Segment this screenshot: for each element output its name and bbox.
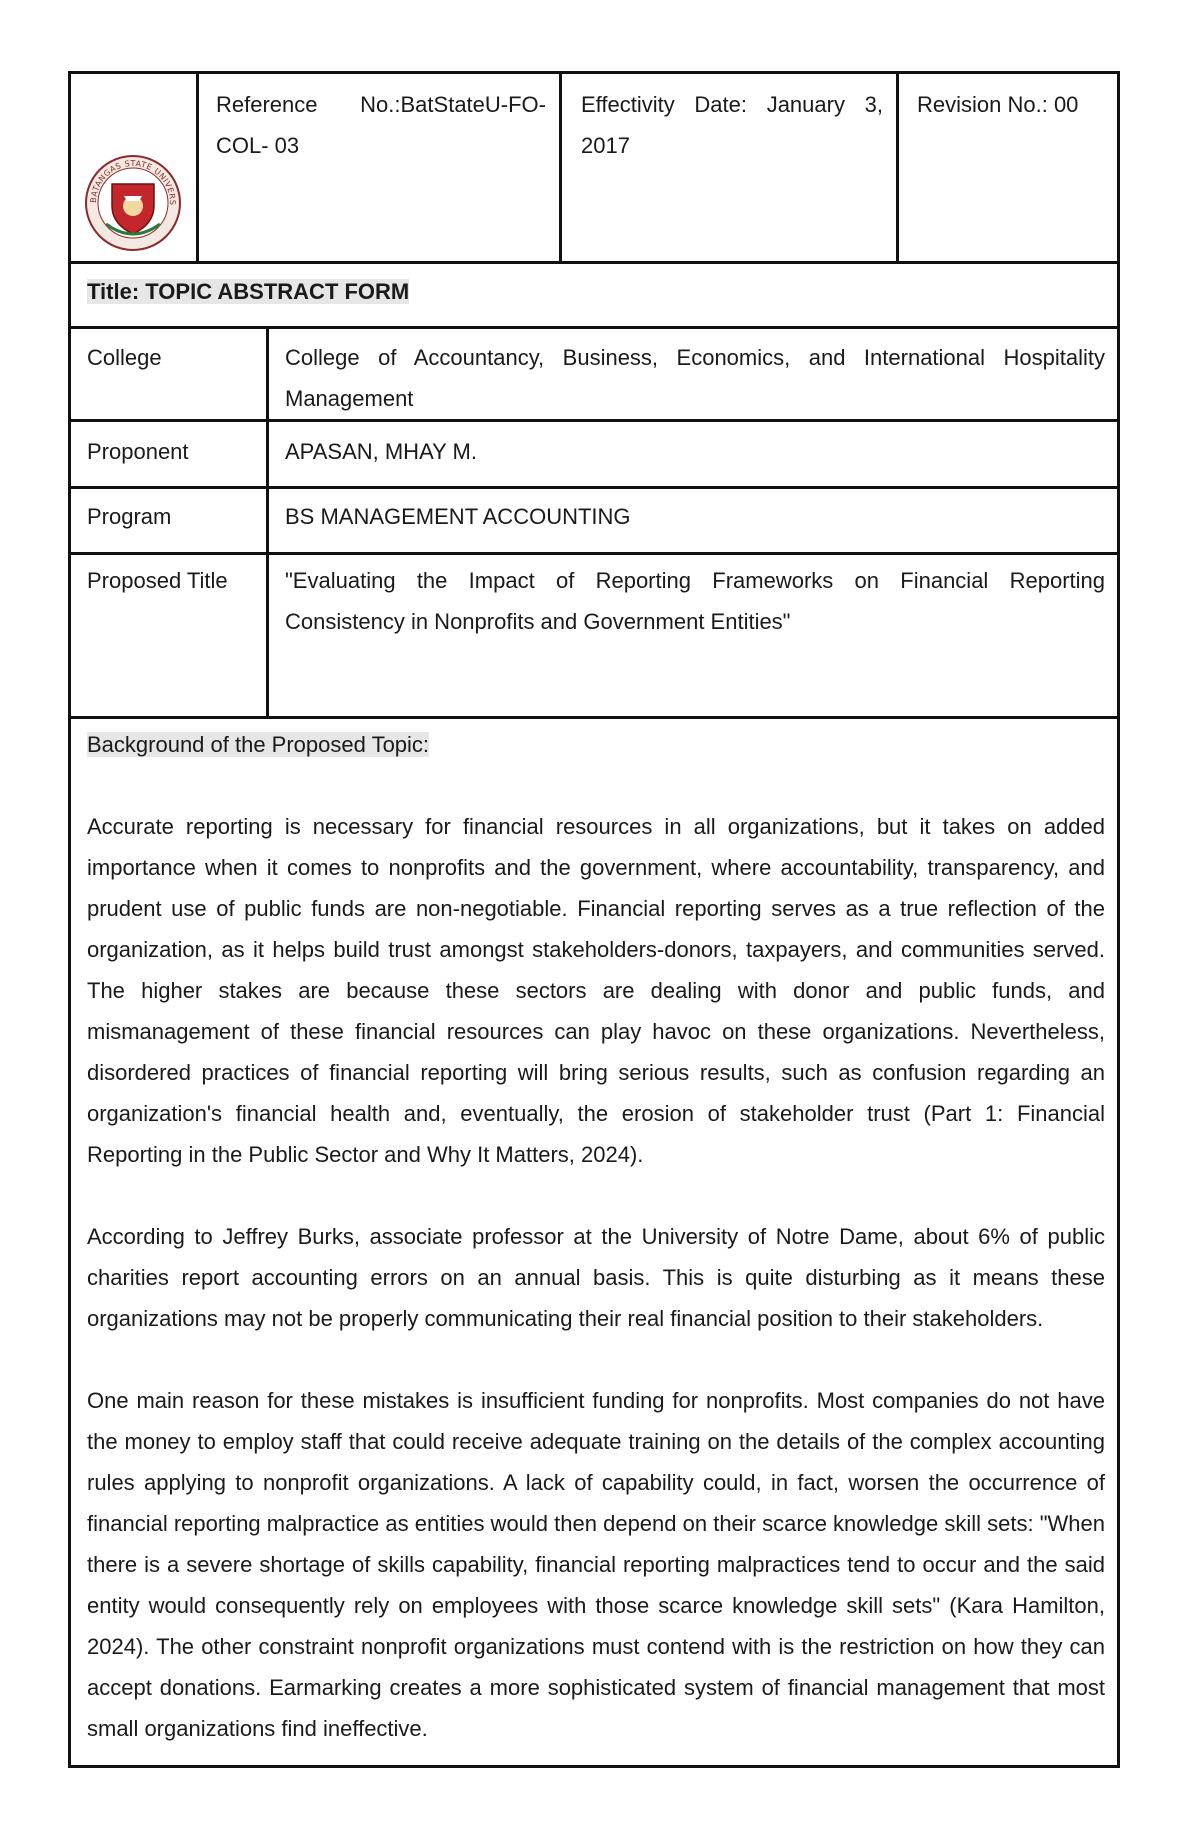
college-label: College (87, 345, 162, 370)
proponent-label: Proponent (87, 439, 189, 464)
form-title: Title: TOPIC ABSTRACT FORM (87, 279, 410, 304)
background-section (87, 724, 1105, 1749)
proposed-title-label: Proposed Title (87, 568, 228, 593)
proponent-value: APASAN, MHAY M. (285, 439, 477, 464)
effectivity-date: Effectivity Date: January 3, 2017 (581, 92, 883, 158)
topic-abstract-form (68, 71, 1120, 1768)
university-seal-logo (84, 154, 182, 252)
background-paragraph: One main reason for these mistakes is insufficient funding for nonprofits. Most companies do not have the money to employ staff that could receive adequate training on the details of the complex accounting rules applying to nonprofit organizations. A lack of capability could, in fact, worsen the occurrence of financial reporting malpractice as entities would then depend on their scarce knowledge skill sets: "When there is a severe shortage of skills capability, financial reporting malpractices tend to occur and the said entity would consequently rely on employees with those scarce knowledge skill sets" (Kara Hamilton, 2024). The other constraint nonprofit organizations must contend with is the restriction on how they can accept donations. Earmarking creates a more sophisticated system of financial management that most small organizations find ineffective. (87, 1388, 1105, 1741)
proposed-title-value: "Evaluating the Impact of Reporting Frameworks on Financial Reporting Consistency in Nonprofits and Government Entities" (285, 568, 1105, 634)
seal-text: BATANGAS STATE UNIVERS (88, 158, 178, 206)
program-value: BS MANAGEMENT ACCOUNTING (285, 504, 631, 529)
college-value: College of Accountancy, Business, Economics, and International Hospitality Management (285, 345, 1105, 411)
background-heading: Background of the Proposed Topic: (87, 732, 430, 757)
revision-number: Revision No.: 00 (917, 92, 1079, 117)
background-paragraph: Accurate reporting is necessary for financial resources in all organizations, but it takes on added importance when it comes to nonprofits and the government, where accountability, transparency, and prudent use of public funds are non-negotiable. Financial reporting serves as a true reflection of the organization, as it helps build trust amongst stakeholders-donors, taxpayers, and communities served. The higher stakes are because these sectors are dealing with donor and public funds, and mismanagement of these financial resources can play havoc on these organizations. Nevertheless, disordered practices of financial reporting will bring serious results, such as confusion regarding an organization's financial health and, eventually, the erosion of stakeholder trust (Part 1: Financial Reporting in the Public Sector and Why It Matters, 2024). (87, 814, 1105, 1167)
form-title-row (87, 271, 1087, 312)
reference-number: Reference No.:BatStateU-FO-COL- 03 (216, 92, 546, 158)
program-label: Program (87, 504, 172, 529)
background-paragraph: According to Jeffrey Burks, associate professor at the University of Notre Dame, about 6% of public charities report accounting errors on an annual basis. This is quite disturbing as it means these organizations may not be properly communicating their real financial position to their stakeholders. (87, 1224, 1105, 1331)
